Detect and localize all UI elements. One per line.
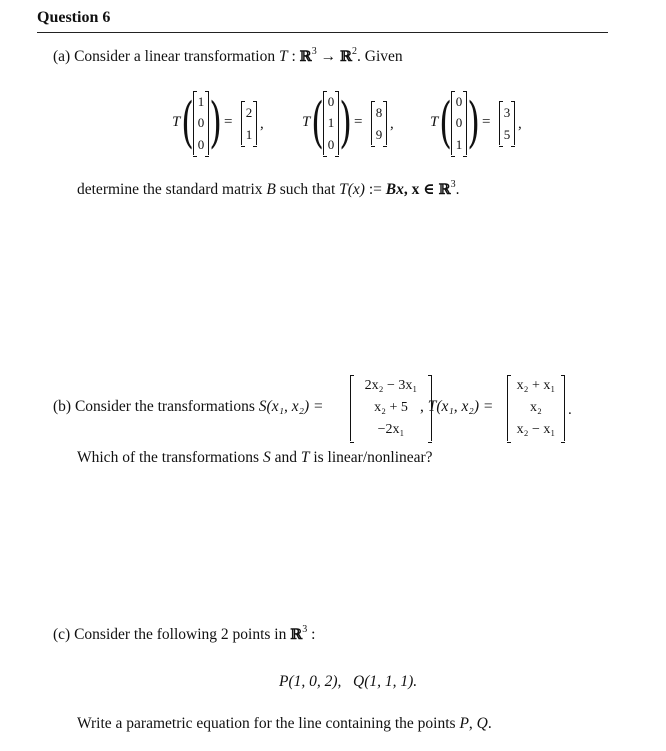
part-a-determine-line: determine the standard matrix B such that T(x) := Bx, x ∈ ℝ$^3$. (77, 178, 460, 198)
S-vector: 2x₂ − 3x₁ x₂ + 5 −2x₁ (350, 375, 432, 441)
part-a-intro-line: (a) Consider a linear transformation T : ℝ$^3$ → ℝ$^2$. Given (53, 45, 403, 65)
part-c-intro-line: (c) Consider the following 2 points in ℝ$^3$ : (53, 623, 316, 643)
output-vector: 2 1 (241, 101, 257, 145)
part-b-T-lhs: , T(x₁, x₂) = (420, 398, 494, 415)
points-line: P(1, 0, 2), Q(1, 1, 1). (279, 673, 418, 690)
T-vector: x₂ + x₁ x₂ x₂ − x₁ (507, 375, 565, 441)
left-paren: ( (181, 91, 194, 154)
part-a-label: (a) (53, 48, 71, 65)
right-paren: ) (209, 91, 222, 154)
left-paren: ( (311, 91, 324, 154)
input-vector: 0 1 0 (323, 91, 339, 155)
output-vector: 3 5 (499, 101, 515, 145)
left-paren: ( (439, 91, 452, 154)
part-b-label: (b) (53, 398, 72, 415)
part-b-intro-line: (b) Consider the transformations S(x₁, x₂) = (53, 398, 324, 415)
right-paren: ) (339, 91, 352, 154)
part-c-task-line: Write a parametric equation for the line containing the points P, Q. (77, 715, 492, 732)
output-vector: 8 9 (371, 101, 387, 145)
part-c-label: (c) (53, 626, 71, 643)
question-title: Question 6 (37, 9, 111, 26)
heading-divider (37, 32, 608, 33)
input-vector: 1 0 0 (193, 91, 209, 155)
input-vector: 0 0 1 (451, 91, 467, 155)
part-b-question-line: Which of the transformations S and T is linear/nonlinear? (77, 449, 433, 466)
right-paren: ) (467, 91, 480, 154)
